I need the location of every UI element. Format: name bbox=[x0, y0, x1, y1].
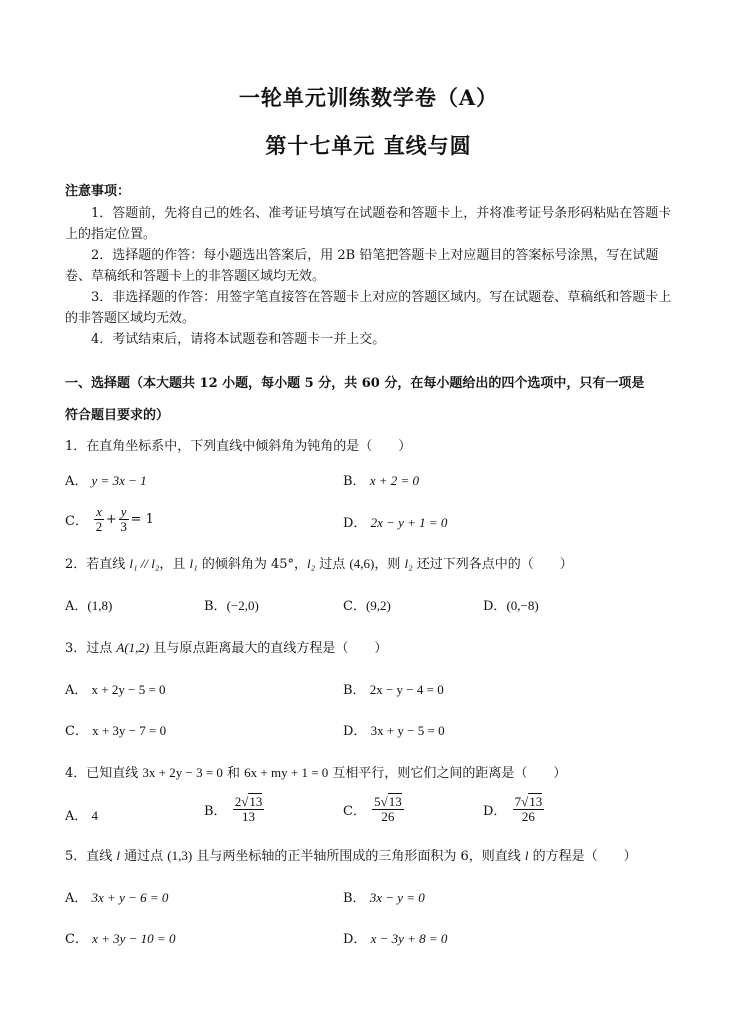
q2-option-b: B．(−2,0) bbox=[204, 598, 259, 614]
q5-option-b: B． 3x − y = 0 bbox=[343, 890, 425, 906]
notes-heading: 注意事项： bbox=[65, 184, 131, 199]
question-4-stem: 4．已知直线 3x + 2y − 3 = 0 和 6x + my + 1 = 0 互相平行，则它们之间的距离是（ ） bbox=[65, 765, 567, 781]
q5-option-d: D． x − 3y + 8 = 0 bbox=[343, 931, 448, 947]
note-item: 1．答题前，先将自己的姓名、准考证号填写在试题卷和答题卡上，并将准考证号条形码粘贴在答题卡上的指定位置。 bbox=[65, 206, 672, 242]
q5-option-a: A． 3x + y − 6 = 0 bbox=[65, 890, 169, 906]
question-5-stem: 5．直线 l 通过点 (1,3) 且与两坐标轴的正半轴所围成的三角形面积为 6，则直线 l 的方程是（ ） bbox=[65, 848, 637, 864]
q1-option-c: C． $\frac{x}{2}$ + $\frac{y}{3}$ = 1 bbox=[65, 504, 154, 534]
q1-option-b: B． x + 2 = 0 bbox=[343, 473, 420, 489]
section-heading-line1: 一、选择题（本大题共 12 小题，每小题 5 分，共 60 分，在每小题给出的四个选项中，只有一项是 bbox=[65, 376, 645, 391]
q3-option-d: D． 3x + y − 5 = 0 bbox=[343, 723, 445, 739]
q4-option-b: B． $\frac{2√13}{13}$ bbox=[204, 794, 263, 824]
q3-option-b: B． 2x − y − 4 = 0 bbox=[343, 682, 444, 698]
note-item: 2．选择题的作答：每小题选出答案后，用 2B 铅笔把答题卡上对应题目的答案标号涂黑，写在试题卷、草稿纸和答题卡上的非答题区域均无效。 bbox=[65, 248, 659, 284]
q4-option-d: D． $\frac{7√13}{26}$ bbox=[483, 794, 543, 824]
question-3-stem: 3．过点 A(1,2) 且与原点距离最大的直线方程是（ ） bbox=[65, 640, 388, 656]
section-heading-line2: 符合题目要求的） bbox=[65, 408, 170, 423]
question-2-stem: 2．若直线 l₁ // l₂，且 l₁ 的倾斜角为 45°，l₂ 过点 (4,6)，则 l₂ 还过下列各点中的（ ） bbox=[65, 556, 573, 572]
q2-option-d: D．(0,−8) bbox=[483, 598, 539, 614]
page-subtitle: 第十七单元 直线与圆 bbox=[265, 133, 472, 158]
q1-option-d: D． 2x − y + 1 = 0 bbox=[343, 515, 448, 531]
note-item: 4．考试结束后，请将本试题卷和答题卡一并上交。 bbox=[91, 332, 386, 347]
q5-option-c: C． x + 3y − 10 = 0 bbox=[65, 931, 176, 947]
page-title: 一轮单元训练数学卷（A） bbox=[238, 85, 499, 110]
q2-option-a: A．(1,8) bbox=[65, 598, 113, 614]
q1-option-a: A． y = 3x − 1 bbox=[65, 473, 147, 489]
note-item: 3．非选择题的作答：用签字笔直接答在答题卡上对应的答题区域内。写在试题卷、草稿纸和答题卡上的非答题区域均无效。 bbox=[65, 290, 672, 326]
q2-option-c: C．(9,2) bbox=[343, 598, 391, 614]
q3-option-a: A． x + 2y − 5 = 0 bbox=[65, 682, 166, 698]
question-1-stem: 1．在直角坐标系中，下列直线中倾斜角为钝角的是（ ） bbox=[65, 439, 412, 454]
q3-option-c: C． x + 3y − 7 = 0 bbox=[65, 723, 167, 739]
q4-option-c: C． $\frac{5√13}{26}$ bbox=[343, 794, 402, 824]
q4-option-a: A． 4 bbox=[65, 808, 99, 824]
